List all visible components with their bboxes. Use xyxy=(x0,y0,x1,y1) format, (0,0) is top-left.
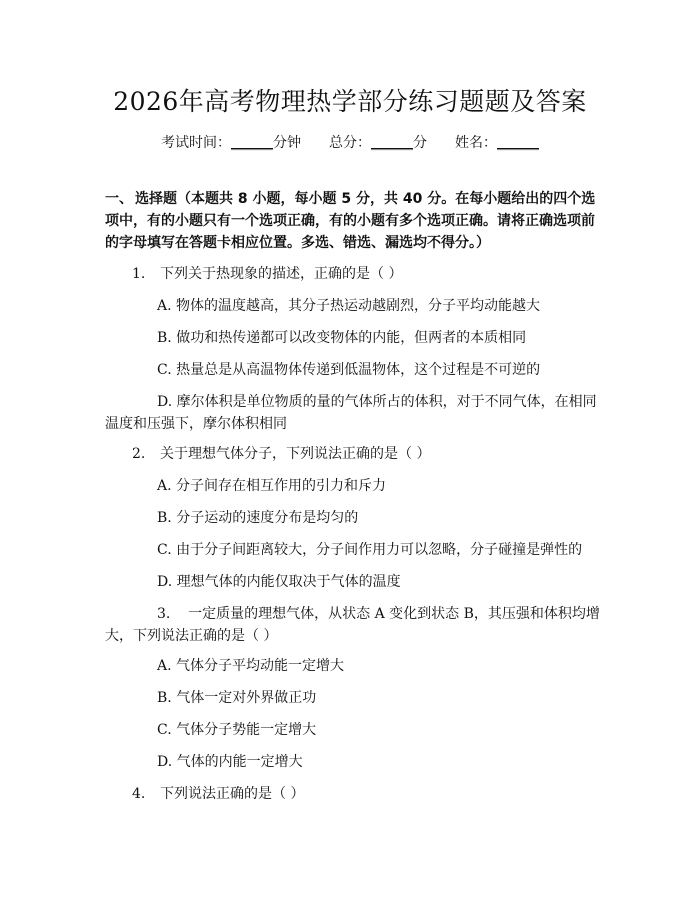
question-text: 下列关于热现象的描述，正确的是（ ） xyxy=(160,266,403,282)
question-2-stem xyxy=(132,443,602,465)
question-text: 关于理想气体分子，下列说法正确的是（ ） xyxy=(160,446,431,462)
section-heading xyxy=(105,188,600,254)
question-3-stem xyxy=(105,603,602,647)
question-text: 一定质量的理想气体，从状态 A 变化到状态 B，其压强和体积均增大，下列说法正确的是（ ） xyxy=(105,606,600,644)
question-text: 下列说法正确的是（ ） xyxy=(160,786,305,802)
time-blank: ______ xyxy=(231,135,273,151)
question-1-option-a: A. 物体的温度越高，其分子热运动越剧烈，分子平均动能越大 xyxy=(157,298,541,314)
exam-info-line xyxy=(0,132,700,152)
score-blank: ______ xyxy=(371,135,413,151)
question-3-option-a: A. 气体分子平均动能一定增大 xyxy=(157,658,345,674)
score-unit: 分 xyxy=(413,135,427,151)
question-3-option-d: D. 气体的内能一定增大 xyxy=(157,754,303,770)
question-2-option-a: A. 分子间存在相互作用的引力和斥力 xyxy=(157,478,387,494)
question-3-option-c: C. 气体分子势能一定增大 xyxy=(157,722,317,738)
name-label: 姓名： xyxy=(455,135,497,151)
question-number: 1. xyxy=(132,266,146,282)
question-4-stem xyxy=(132,783,602,805)
section-instructions: 选择题（本题共 8 小题，每小题 5 分，共 40 分。在每小题给出的四个选项中，有的小题只有一个选项正确，有的小题有多个选项正确。请将正确选项前的字母填写在答题卡相应位置。多选、错选、漏选均不得分。） xyxy=(105,191,596,251)
question-1-stem xyxy=(132,263,602,285)
question-2-option-b: B. 分子运动的速度分布是均匀的 xyxy=(157,510,359,526)
question-number: 2. xyxy=(132,446,146,462)
section-number: 一、 xyxy=(105,191,133,207)
time-unit: 分钟 xyxy=(273,135,301,151)
time-label: 考试时间： xyxy=(161,135,231,151)
question-number: 3. xyxy=(157,606,171,622)
name-blank: ______ xyxy=(497,135,539,151)
question-2-option-d: D. 理想气体的内能仅取决于气体的温度 xyxy=(157,574,401,590)
question-number: 4. xyxy=(132,786,146,802)
question-3-option-b: B. 气体一定对外界做正功 xyxy=(157,690,317,706)
question-2-option-c: C. 由于分子间距离较大，分子间作用力可以忽略，分子碰撞是弹性的 xyxy=(157,542,583,558)
question-1-option-b: B. 做功和热传递都可以改变物体的内能，但两者的本质相同 xyxy=(157,330,527,346)
score-label: 总分： xyxy=(329,135,371,151)
question-1-option-d: D. 摩尔体积是单位物质的量的气体所占的体积，对于不同气体，在相同温度和压强下，摩尔体积相同 xyxy=(105,394,597,432)
page-title: 2026年高考物理热学部分练习题题及答案 xyxy=(113,87,587,116)
question-1-option-c: C. 热量总是从高温物体传递到低温物体，这个过程是不可逆的 xyxy=(157,362,541,378)
